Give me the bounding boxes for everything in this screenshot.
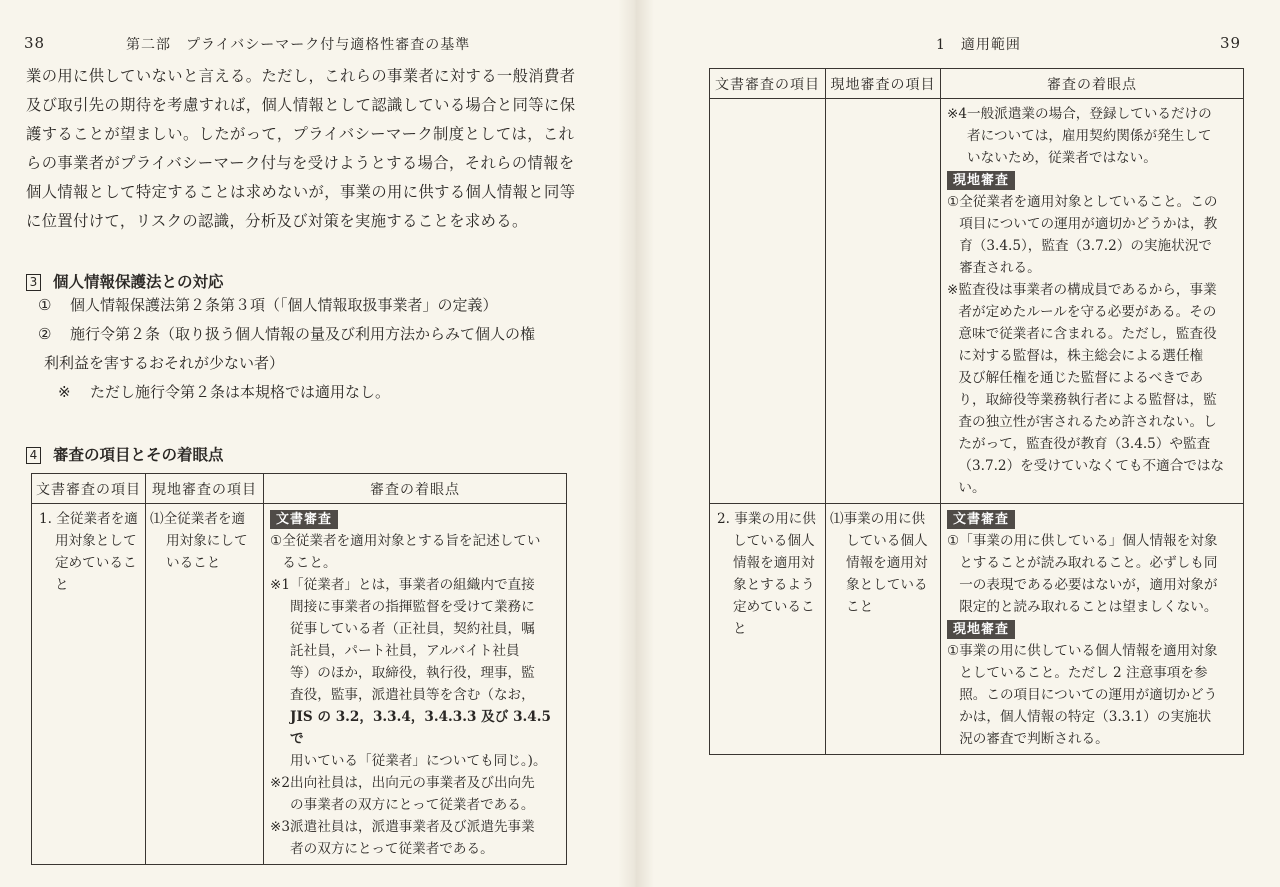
site-review-tag: 現地審査 bbox=[947, 620, 1015, 639]
intro-line: 業の用に供していないと言える。ただし，これらの事業者に対する一般消費者 bbox=[26, 67, 576, 85]
header-viewpoints: 審査の着眼点 bbox=[941, 69, 1244, 99]
viewpoint-item: ① 事業の用に供している個人情報を適用対象 としていること。ただし 2 注意事項を参 照。この項目についての運用が適切かどう かは，個人情報の特定（3.3.1）の実施状 況の審査で判断される。 bbox=[947, 643, 1218, 747]
section-title: 審査の項目とその着眼点 bbox=[53, 446, 224, 464]
table-row bbox=[710, 99, 1244, 504]
viewpoint-note: ※2 出向社員は，出向元の事業者及び出向先 の事業者の双方にとって従業者である。 bbox=[270, 775, 535, 813]
doc-item-cell: 1. 全従業者を適 用対象として 定めているこ と bbox=[32, 504, 146, 865]
viewpoint-item: ① 全従業者を適用対象としていること。この 項目についての運用が適切かどうかは，教 育（3.4.5），監査（3.7.2）の実施状況で 審査される。 bbox=[947, 194, 1218, 276]
list-item: ② 施行令第２条（取り扱う個人情報の量及び利用方法からみて個人の権 bbox=[38, 325, 536, 343]
viewpoint-note: ※1 「従業者」とは，事業者の組織内で直接 間接に事業者の指揮監督を受けて業務に 従事している者（正社員，契約社員，嘱 託社員，パート社員，アルバイト社員 等）のほか，取締役，執行役，理事，監 査役，監事，派遣社員等を含む（なお， JIS の 3.2，3.3.4，3.4.3.3 及び 3.4.5 で 用いている「従業者」についても同じ。)。 bbox=[270, 577, 551, 769]
site-review-tag: 現地審査 bbox=[947, 171, 1015, 190]
doc-item-cell bbox=[710, 99, 826, 504]
site-item-cell: ⑴全従業者を適 用対象にして いること bbox=[146, 504, 264, 865]
viewpoint-note: ※3 派遣社員は，派遣事業者及び派遣先事業 者の双方にとって従業者である。 bbox=[270, 819, 535, 857]
viewpoint-note: ※ 監査役は事業者の構成員であるから，事業 者が定めたルールを守る必要がある。その 意味で従業者に含まれる。ただし，監査役 に対する監督は，株主総会による選任権 及び解任権を通じた監督によるべきであ り，取締役等業務執行者による監督は，監 査の独立性が害されるため許されない。し たがって，監査役が教育（3.4.5）や監査 （3.7.2）を受けていなくても不適合ではな い。 bbox=[947, 282, 1225, 496]
intro-line: らの事業者がプライバシーマーク付与を受けようとする場合，それらの情報を bbox=[26, 154, 575, 172]
intro-line: に位置付けて，リスクの認識，分析及び対策を実施することを求める。 bbox=[26, 212, 528, 230]
section-title: 個人情報保護法との対応 bbox=[53, 273, 224, 291]
section-3-heading bbox=[26, 270, 224, 292]
header-site-review: 現地審査の項目 bbox=[146, 474, 264, 504]
viewpoints-cell bbox=[264, 504, 567, 865]
list-item: ※ ただし施行令第２条は本規格では適用なし。 bbox=[58, 383, 391, 401]
intro-line: 護することが望ましい。したがって，プライバシーマーク制度としては，これ bbox=[26, 125, 575, 143]
intro-line: 及び取引先の期待を考慮すれば，個人情報として認識している場合と同等に保 bbox=[26, 96, 576, 114]
viewpoints-cell bbox=[941, 504, 1244, 755]
doc-item-cell: 2. 事業の用に供 している個人 情報を適用対 象とするよう 定めているこ と bbox=[710, 504, 826, 755]
viewpoint-item: ① 「事業の用に供している」個人情報を対象 とすることが読み取れること。必ずしも同 一の表現である必要はないが，適用対象が 限定的と読み取れることは望ましくない。 bbox=[947, 533, 1218, 615]
intro-paragraph bbox=[26, 62, 586, 236]
list-item-continuation: 利利益を害するおそれが少ない者） bbox=[44, 354, 285, 372]
left-running-head: 第二部 プライバシーマーク付与適格性審査の基準 bbox=[126, 37, 471, 53]
right-page-number: 39 bbox=[1220, 34, 1242, 52]
criteria-table-right bbox=[709, 68, 1244, 755]
right-page bbox=[632, 0, 1280, 887]
document-review-tag: 文書審査 bbox=[947, 510, 1015, 529]
header-viewpoints: 審査の着眼点 bbox=[264, 474, 567, 504]
viewpoint-note: ※4 一般派遣業の場合，登録しているだけの 者については，雇用契約関係が発生して いないため，従業者ではない。 bbox=[947, 106, 1212, 166]
left-page-number: 38 bbox=[24, 34, 46, 52]
viewpoint-item: ① 全従業者を適用対象とする旨を記述してい ること。 bbox=[270, 533, 541, 571]
header-doc-review: 文書審査の項目 bbox=[32, 474, 146, 504]
intro-line: 個人情報として特定することは求めないが，事業の用に供する個人情報と同等 bbox=[26, 183, 576, 201]
site-item-cell bbox=[826, 99, 941, 504]
document-review-tag: 文書審査 bbox=[270, 510, 338, 529]
section-number-box: 4 bbox=[26, 447, 41, 464]
left-page bbox=[0, 0, 632, 887]
header-site-review: 現地審査の項目 bbox=[826, 69, 941, 99]
list-item: ① 個人情報保護法第２条第３項（「個人情報取扱事業者」の定義） bbox=[38, 296, 498, 314]
right-running-head: 1 適用範囲 bbox=[936, 37, 1021, 53]
criteria-table-left bbox=[31, 473, 567, 865]
section-4-heading bbox=[26, 443, 224, 465]
header-doc-review: 文書審査の項目 bbox=[710, 69, 826, 99]
viewpoints-cell bbox=[941, 99, 1244, 504]
table-row bbox=[710, 504, 1244, 755]
section-number-box: 3 bbox=[26, 274, 41, 291]
section-3-list bbox=[38, 291, 578, 407]
table-row bbox=[32, 504, 567, 865]
site-item-cell: ⑴事業の用に供 している個人 情報を適用対 象としている こと bbox=[826, 504, 941, 755]
